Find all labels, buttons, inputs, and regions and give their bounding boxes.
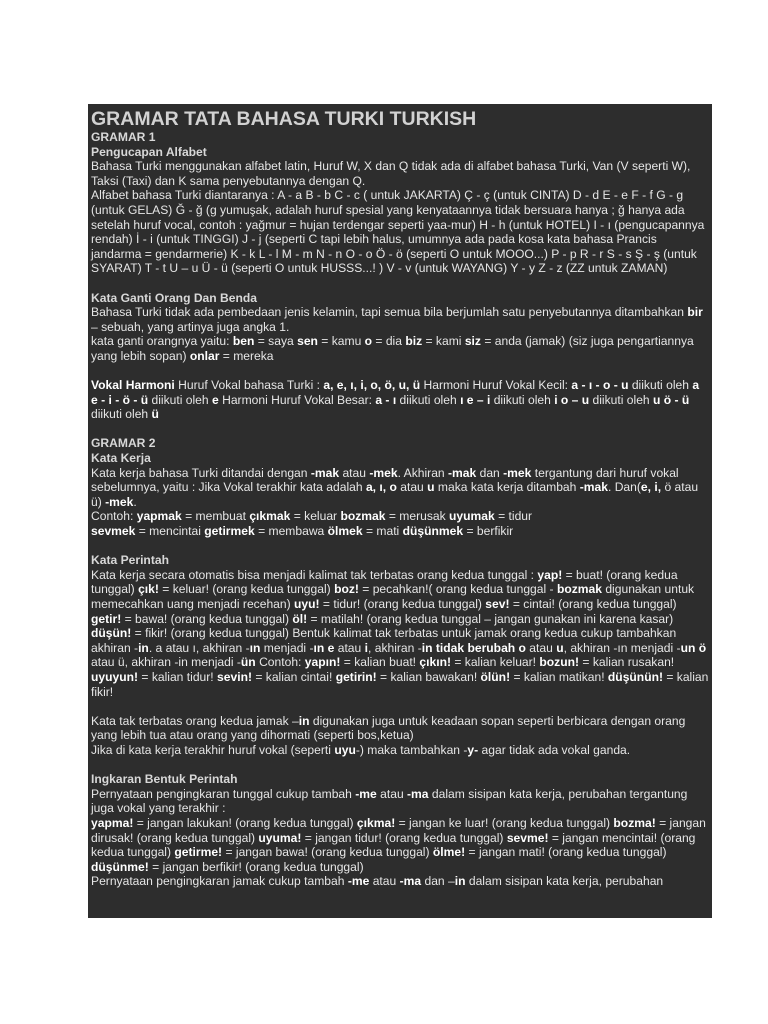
paragraph-ingkaran-contoh: yapma! = jangan lakukan! (orang kedua tunggal) çıkma! = jangan ke luar! (orang kedua tunggal) bozma! = jangan dirusak! (orang kedua tunggal) uyuma! = jangan tidur! (orang kedua tunggal) sevme! = jangan mencintai! (orang kedua tunggal) getirme! = jangan bawa! (orang kedua tunggal) ölme! = jangan mati! (orang kedua tunggal) düşünme! = jangan berfikir! (orang kedua tunggal) [91, 815, 706, 874]
paragraph-alfabet-intro: Bahasa Turki menggunakan alfabet latin, Huruf W, X dan Q tidak ada di alfabet bahasa Turki, Van (V seperti W), Taksi (Taxi) dan K sama penyebutannya dengan Q. [91, 159, 691, 188]
paragraph-kata-ganti-2: kata ganti orangnya yaitu: ben = saya sen = kamu o = dia biz = kami siz = anda (jamak) (siz juga pengartiannya yang lebih sopan) onlar = mereka [91, 334, 694, 363]
paragraph-ingkaran-jamak: Pernyataan pengingkaran jamak cukup tambah -me atau -ma dan –in dalam sisipan kata kerja, perubahan [91, 874, 664, 889]
subheading-kata-perintah: Kata Perintah [91, 553, 169, 568]
paragraph-kata-perintah: Kata kerja secara otomatis bisa menjadi kalimat tak terbatas orang kedua tunggal : yap! = buat! (orang kedua tunggal) çık! = keluar! (orang kedua tunggal) boz! = pecahkan!( orang kedua tunggal - bozmak digunakan untuk memecahkan uang menjadi recehan) uyu! = tidur! (orang kedua tunggal) sev! = cintai! (orang kedua tunggal) getir! = bawa! (orang kedua tunggal) öl! = matilah! (orang kedua tunggal – jangan gunakan ini karena kasar) düşün! = fikir! (orang kedua tunggal) Bentuk kalimat tak terbatas untuk jamak orang kedua cukup tambahkan akhiran -in. a atau ı, akhiran -ın menjadi -ın e atau i, akhiran -in tidak berubah o atau u, akhiran -ın menjadi -un ö atau ü, akhiran -in menjadi -ün Contoh: yapın! = kalian buat! çıkın! = kalian keluar! bozun! = kalian rusakan! uyuyun! = kalian tidur! sevin! = kalian cintai! getirin! = kalian bawakan! ölün! = kalian matikan! düşünün! = kalian fikir! [91, 567, 709, 699]
subheading-kata-ganti: Kata Ganti Orang Dan Benda [91, 290, 257, 305]
document-body [88, 104, 712, 889]
document-title: GRAMAR TATA BAHASA TURKI TURKISH [91, 108, 477, 130]
subheading-kata-kerja: Kata Kerja [91, 451, 151, 466]
paragraph-vokal-harmoni: Vokal Harmoni Huruf Vokal bahasa Turki : a, e, ı, i, o, ö, u, ü Harmoni Huruf Vokal Kecil: a - ı - o - u diikuti oleh a e - i - ö - ü diikuti oleh e Harmoni Huruf Vokal Besar: a - ı diikuti oleh ı e – i diikuti oleh i o – u diikuti oleh u ö - ü diikuti oleh ü [91, 378, 700, 422]
section-heading-gramar-1: GRAMAR 1 [91, 130, 156, 144]
subheading-ingkaran-perintah: Ingkaran Bentuk Perintah [91, 772, 238, 787]
paragraph-contoh-kata-kerja-2: sevmek = mencintai getirmek = membawa ölmek = mati düşünmek = berfikir [91, 524, 514, 539]
subheading-pengucapan-alfabet: Pengucapan Alfabet [91, 144, 207, 159]
paragraph-vokal-ganda: Jika di kata kerja terakhir huruf vokal (seperti uyu-) maka tambahkan -y- agar tidak ada vokal ganda. [91, 742, 631, 757]
paragraph-alfabet-list: Alfabet bahasa Turki diantaranya : A - a B - b C - c ( untuk JAKARTA) Ç - ç (untuk CINTA) D - d E - e F - f G - g (untuk GELAS) Ğ - ğ (g yumuşak, adalah huruf spesial yang kenyataannya tidak bersuara hanya ; ğ hanya ada setelah huruf vocal, contoh : yağmur = hujan terdengar seperti yaa-mur) H - h (untuk HOTEL) I - ı (pengucapannya rendah) İ - i (untuk TINGGI) J - j (seperti C tapi lebih halus, umumnya ada pada kosa kata bahasa Prancis jandarma = gendarmerie) K - k L - l M - m N - n O - o Ö - ö (seperti O untuk MOOO...) P - p R - r S - s Ş - ş (untuk SYARAT) T - t U – u Ü - ü (seperti O untuk HUSSS...! ) V - v (untuk WAYANG) Y - y Z - z (ZZ untuk ZAMAN) [91, 188, 705, 276]
document-page [88, 104, 712, 918]
section-heading-gramar-2: GRAMAR 2 [91, 436, 156, 451]
paragraph-contoh-kata-kerja: Contoh: yapmak = membuat çıkmak = keluar bozmak = merusak uyumak = tidur [91, 509, 533, 524]
paragraph-perintah-jamak: Kata tak terbatas orang kedua jamak –in digunakan juga untuk keadaan sopan seperti berbicara dengan orang yang lebih tua atau orang yang dihormati (seperti bos,ketua) [91, 713, 686, 743]
paragraph-kata-ganti-1: Bahasa Turki tidak ada pembedaan jenis kelamin, tapi semua bila berjumlah satu penyebutannya ditambahkan bir – sebuah, yang artinya juga angka 1. [91, 305, 703, 334]
paragraph-kata-kerja: Kata kerja bahasa Turki ditandai dengan -mak atau -mek. Akhiran -mak dan -mek tergantung dari huruf vokal sebelumnya, yaitu : Jika Vokal terakhir kata adalah a, ı, o atau u maka kata kerja ditambah -mak. Dan(e, i, ö atau ü) -mek. [91, 465, 699, 509]
paragraph-ingkaran-tunggal: Pernyataan pengingkaran tunggal cukup tambah -me atau -ma dalam sisipan kata kerja, perubahan tergantung juga vokal yang terakhir : [91, 786, 688, 816]
